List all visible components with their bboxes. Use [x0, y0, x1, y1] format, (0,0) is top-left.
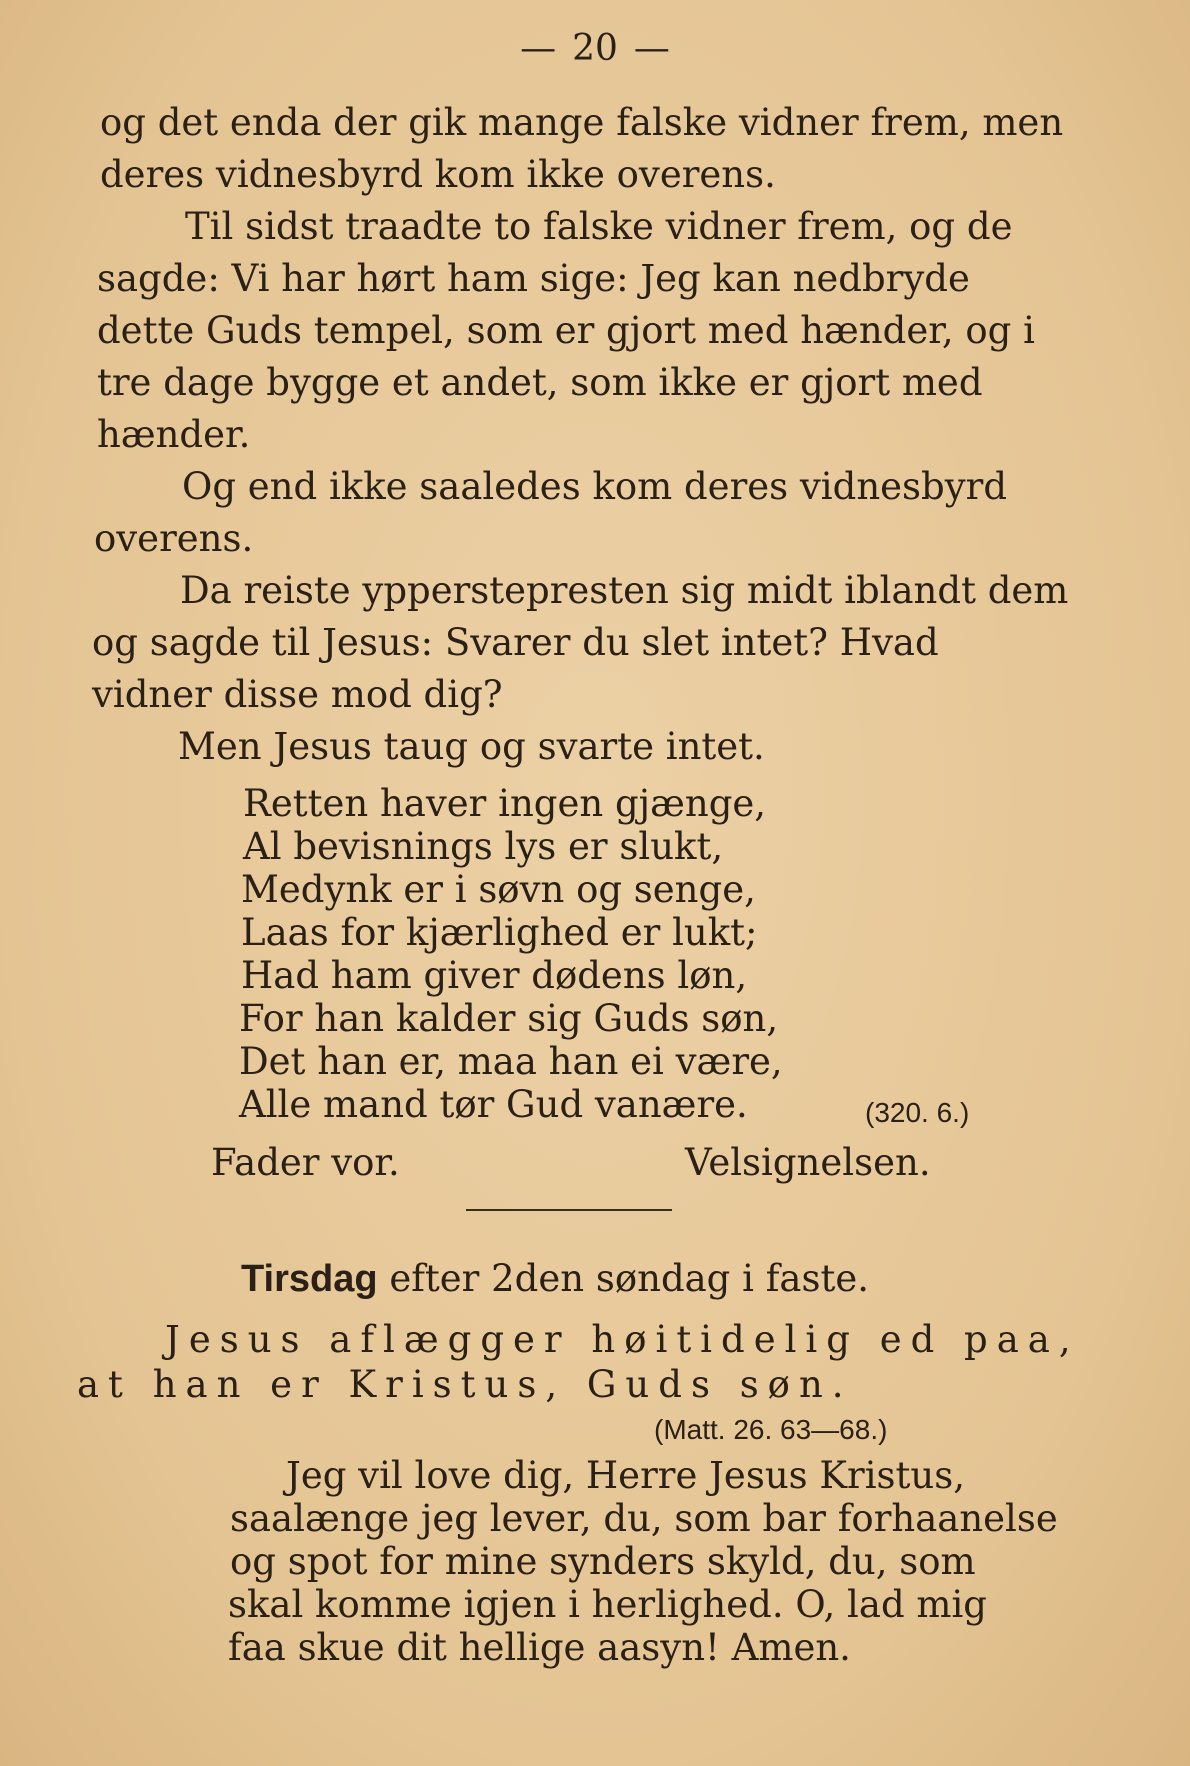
prayer-line: faa skue dit hellige aasyn! Amen.: [228, 1626, 851, 1669]
hymn-line: Alle mand tør Gud vanære.: [239, 1083, 748, 1126]
text-line: vidner disse mod dig?: [92, 673, 503, 716]
section-subtitle-line: Jesus aflægger høitidelig ed paa,: [165, 1318, 1080, 1361]
text-line: overens.: [94, 517, 254, 560]
section-subtitle-line: at han er Kristus, Guds søn.: [77, 1363, 853, 1406]
section-divider: [466, 1209, 672, 1211]
page-number-dash-right: —: [633, 28, 670, 69]
text-line: Til sidst traadte to falske vidner frem, og de: [185, 205, 1013, 248]
hymn-line: Medynk er i søvn og senge,: [241, 868, 756, 911]
page-number-dash-left: —: [520, 28, 557, 69]
closing-left: Fader vor.: [211, 1141, 400, 1184]
hymn-line: For han kalder sig Guds søn,: [239, 997, 779, 1040]
hymn-reference: (320. 6.): [865, 1097, 970, 1128]
hymn-line: Det han er, maa han ei være,: [239, 1040, 783, 1083]
text-line: hænder.: [97, 413, 251, 456]
hymn-line: Had ham giver dødens løn,: [241, 954, 748, 997]
closing-right: Velsignelsen.: [685, 1141, 931, 1184]
text-line: dette Guds tempel, som er gjort med hænder, og i: [97, 309, 1035, 352]
prayer-line: skal komme igjen i herlighed. O, lad mig: [228, 1583, 987, 1626]
text-line: sagde: Vi har hørt ham sige: Jeg kan nedbryde: [97, 257, 970, 300]
text-line: Da reiste ypperstepresten sig midt iblandt dem: [180, 569, 1069, 612]
section-reference: (Matt. 26. 63—68.): [654, 1414, 888, 1445]
text-line: og sagde til Jesus: Svarer du slet intet? Hvad: [92, 621, 939, 664]
text-line: tre dage bygge et andet, som ikke er gjort med: [97, 361, 983, 404]
section-heading-rest: efter 2den søndag i faste.: [389, 1257, 869, 1300]
prayer-line: Jeg vil love dig, Herre Jesus Kristus,: [286, 1454, 965, 1497]
text-line: Og end ikke saaledes kom deres vidnesbyrd: [182, 465, 1008, 508]
text-line: og det enda der gik mange falske vidner frem, men: [100, 101, 1064, 144]
text-line: deres vidnesbyrd kom ikke overens.: [100, 153, 776, 196]
prayer-line: og spot for mine synders skyld, du, som: [230, 1540, 976, 1583]
text-line: Men Jesus taug og svarte intet.: [178, 725, 765, 768]
section-heading-day: Tirsdag: [241, 1258, 378, 1300]
hymn-line: Retten haver ingen gjænge,: [243, 782, 767, 825]
hymn-line: Laas for kjærlighed er lukt;: [241, 911, 758, 954]
section-heading: [241, 1259, 869, 1299]
page-number-value: 20: [572, 28, 618, 69]
hymn-line: Al bevisnings lys er slukt,: [243, 825, 724, 868]
prayer-line: saalænge jeg lever, du, som bar forhaanelse: [230, 1497, 1058, 1540]
page-number: [0, 28, 1190, 69]
